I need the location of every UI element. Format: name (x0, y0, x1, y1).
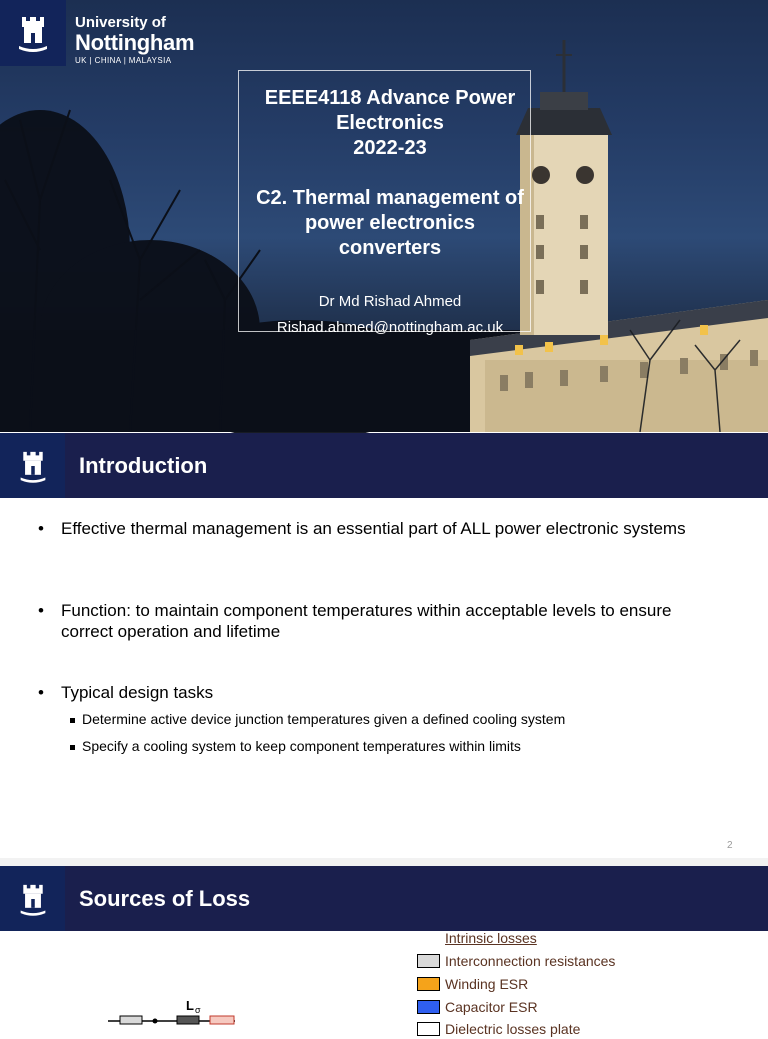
bullet-marker: • (38, 601, 44, 620)
intro-slide-title: Introduction (79, 453, 208, 478)
castle-crest-icon (16, 13, 50, 53)
loss-slide-title: Sources of Loss (79, 886, 251, 911)
inductor-label: L (186, 998, 194, 1013)
castle-crest-icon (18, 448, 48, 484)
topic-title-line1: C2. Thermal management of (256, 187, 524, 209)
title-slide (0, 0, 768, 432)
inductor-label-subscript: σ (195, 1005, 201, 1015)
nottingham-text: Nottingham (75, 30, 195, 55)
inductor-symbol (177, 1016, 199, 1024)
university-wordmark (75, 14, 194, 67)
bullet-text: Effective thermal management is an essential part of ALL power electronic systems (61, 519, 686, 538)
legend-swatch (417, 954, 440, 968)
title-block (190, 86, 590, 338)
legend-label: Dielectric losses plate (445, 1021, 581, 1037)
legend-label: Capacitor ESR (445, 999, 538, 1015)
sub-bullet-text: Specify a cooling system to keep component temperatures within limits (82, 738, 521, 754)
sub-bullet-text: Determine active device junction temperatures given a defined cooling system (82, 711, 566, 727)
loss-header-bar (0, 866, 768, 931)
bullet-text: Typical design tasks (61, 683, 214, 702)
bullet-marker: • (38, 683, 44, 702)
university-of-text: University of (75, 14, 166, 31)
page-number: 2 (727, 840, 733, 851)
course-title-line1: EEEE4118 Advance Power (264, 87, 516, 109)
topic-title-line2: power electronics (304, 212, 476, 234)
resistor-symbol (120, 1016, 142, 1024)
circuit-diagram (100, 990, 260, 1024)
legend-swatch (417, 977, 440, 991)
legend-title: Intrinsic losses (445, 930, 537, 946)
course-title-line2: Electronics (336, 112, 444, 134)
header-crest-logo (0, 433, 65, 498)
author-email: Rishad.ahmed@nottingham.ac.uk (276, 319, 504, 336)
legend-label: Interconnection resistances (445, 953, 616, 969)
legend-swatch (417, 1000, 440, 1014)
university-crest-logo (0, 0, 66, 66)
header-crest-logo (0, 866, 65, 931)
slide-divider (0, 858, 768, 866)
legend-swatch (417, 1022, 440, 1036)
course-year: 2022-23 (353, 137, 427, 159)
legend-label: Winding ESR (445, 976, 529, 992)
castle-crest-icon (18, 881, 48, 917)
intro-header-bar (0, 433, 768, 498)
bullet-text: Function: to maintain component temperatures within acceptable levels to ensure correct operation and lifetime (61, 601, 672, 641)
topic-title-line3: converters (338, 237, 442, 259)
author-name: Dr Md Rishad Ahmed (318, 293, 462, 310)
bullet-marker: • (38, 519, 44, 538)
campuses-text: UK | CHINA | MALAYSIA (75, 56, 172, 65)
